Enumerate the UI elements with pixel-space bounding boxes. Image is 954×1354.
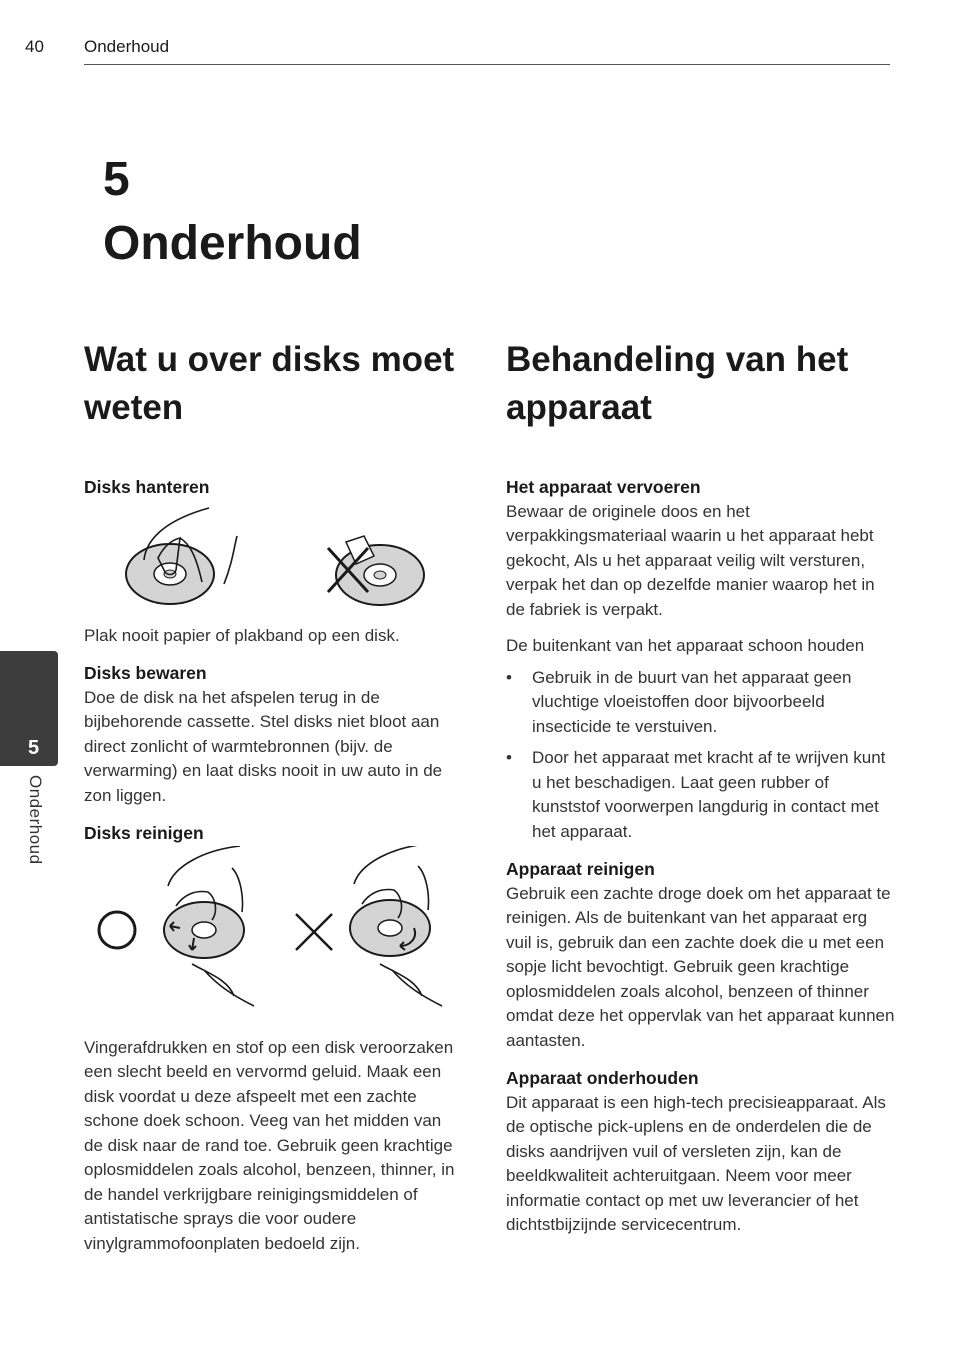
clean-unit-text: Gebruik een zachte droge doek om het apparaat te reinigen. Als de buitenkant van het apparaat erg vuil is, gebruik dan een zachte doek die u met een sopje licht bevochtigt. Gebruik geen krachtige oplosmiddelen zoals alcohol, benzeen of thinner omdat deze het oppervlak van het apparaat kunnen aantasten.	[506, 883, 895, 1050]
transport-title: Het apparaat vervoeren	[506, 477, 701, 497]
running-header: Onderhoud	[84, 37, 170, 56]
disks-handling-title: Disks hanteren	[84, 477, 210, 497]
chapter-title: Onderhoud	[103, 217, 362, 270]
disk-cleaning-illustration	[84, 846, 464, 1036]
wrong-cross-icon	[296, 914, 332, 950]
disk-cleaning-svg	[84, 846, 464, 1036]
maintain-text: Dit apparaat is een high-tech precisieapparaat. Als de optische pick-uplens en de onderdelen die de disks aandrijven vuil of versleten zijn, kan de beeldkwaliteit achteruitgaan. Neem voor meer informatie contact op met uw leverancier of het dichtstbijzijnde servicecentrum.	[506, 1092, 886, 1234]
disk-correct-cleaning-icon	[164, 846, 254, 1006]
header-rule	[84, 64, 890, 65]
correct-circle-icon	[99, 912, 135, 948]
disk-correct-hold-icon	[126, 508, 237, 604]
disks-cleaning-text: Vingerafdrukken en stof op een disk veroorzaken een slecht beeld en vervormd geluid. Maak een disk voordat u deze afspeelt met een zachte schone doek schoon. Veeg van het midden van de disk naar de rand toe. Gebruik geen krachtige oplosmiddelen zoals alcohol, benzeen, thinner, in de handel verkrijgbare reinigingsmiddelen of antistatische sprays die voor oudere vinylgrammofoonplaten bedoeld zijn.	[84, 1037, 455, 1253]
maintain-title: Apparaat onderhouden	[506, 1068, 699, 1088]
exterior-bullet: • Gebruik in de buurt van het apparaat geen vluchtige vloeistoffen door bijvoorbeeld insecticide te verstuiven.	[506, 666, 896, 740]
left-column	[84, 336, 464, 1256]
chapter-side-label: Onderhoud	[26, 775, 45, 865]
clean-unit-title: Apparaat reinigen	[506, 859, 655, 879]
section-heading-device: Behandeling van het apparaat	[506, 340, 849, 427]
chapter-tab-number: 5	[28, 737, 40, 759]
disk-handling-svg	[84, 500, 464, 624]
disk-handling-illustration	[84, 500, 464, 624]
disks-storing-text: Doe de disk na het afspelen terug in de bijbehorende cassette. Stel disks niet bloot aan direct zonlicht of warmtebronnen (bijv. de verwarming) en laat disks nooit in uw auto in de zon liggen.	[84, 687, 443, 805]
disks-cleaning-title: Disks reinigen	[84, 823, 204, 843]
exterior-bullet: • Door het apparaat met kracht af te wrijven kunt u het beschadigen. Laat geen rubber of kunststof voorwerpen langdurig in contact met het apparaat.	[506, 746, 896, 844]
exterior-bullet-list	[506, 666, 896, 845]
transport-text: Bewaar de originele doos en het verpakkingsmateriaal waarin u het apparaat hebt gekocht, Als u het apparaat veilig wilt versturen, verpak het dan op dezelfde manier waarop het in de fabriek is verpakt.	[506, 501, 875, 619]
disks-handling-caption: Plak nooit papier of plakband op een disk.	[84, 625, 400, 645]
exterior-intro: De buitenkant van het apparaat schoon houden	[506, 636, 865, 655]
disks-storing-title: Disks bewaren	[84, 663, 207, 683]
section-heading-disks: Wat u over disks moet weten	[84, 340, 455, 427]
disk-with-tape-icon	[328, 536, 424, 605]
disk-wrong-cleaning-icon	[350, 846, 442, 1006]
right-column	[506, 336, 896, 1238]
page-number: 40	[25, 37, 44, 56]
chapter-number: 5	[103, 153, 130, 206]
